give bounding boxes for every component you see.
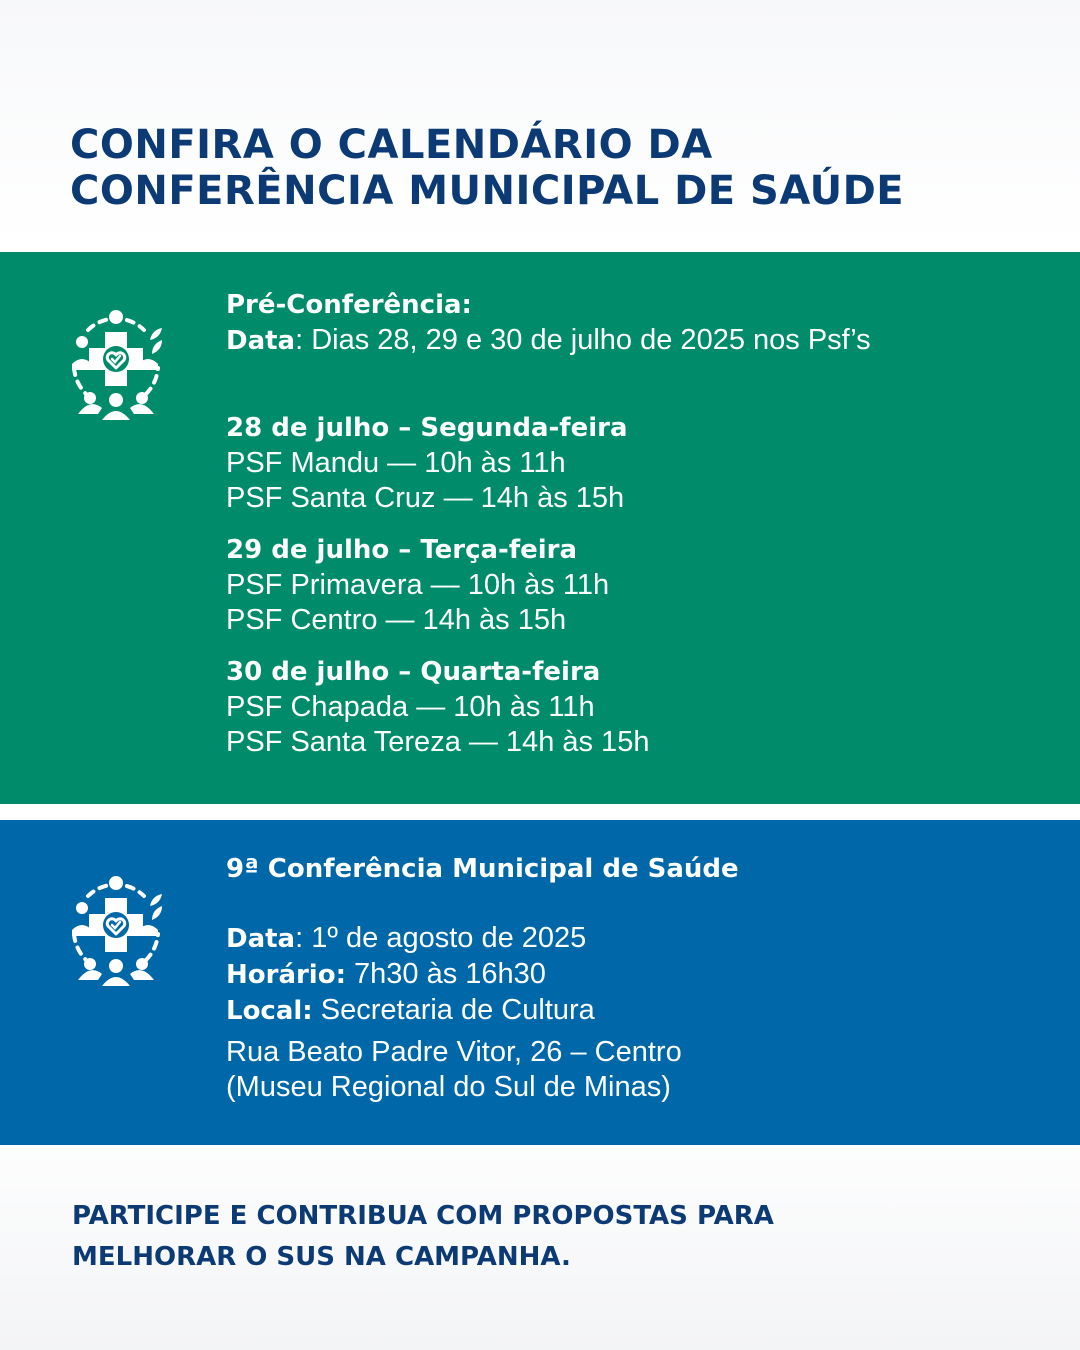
page-title-line-2: CONFERÊNCIA MUNICIPAL DE SAÚDE <box>70 168 905 214</box>
pre-conference-date-value: : Dias 28, 29 e 30 de julho de 2025 nos Psf’s <box>295 324 871 356</box>
session-item: PSF Chapada — 10h às 11h <box>226 691 595 723</box>
conference-place-label: Local: <box>226 996 313 1026</box>
conference-time-label: Horário: <box>226 960 346 990</box>
conference-address-line-2: (Museu Regional do Sul de Minas) <box>226 1071 671 1103</box>
session-item: PSF Mandu — 10h às 11h <box>226 447 566 479</box>
pre-conference-section <box>0 252 1080 804</box>
conference-place-value: Secretaria de Cultura <box>312 994 595 1026</box>
session-item: PSF Santa Cruz — 14h às 15h <box>226 482 625 514</box>
community-health-icon <box>68 872 164 988</box>
conference-date-value: : 1º de agosto de 2025 <box>295 922 587 954</box>
call-to-action <box>72 1196 1012 1278</box>
conference-details <box>226 921 1040 1105</box>
session-item: PSF Primavera — 10h às 11h <box>226 569 610 601</box>
page-title <box>70 122 1030 214</box>
session-item: PSF Centro — 14h às 15h <box>226 604 567 636</box>
page-title-line-1: CONFIRA O CALENDÁRIO DA <box>70 122 713 168</box>
community-health-icon <box>68 306 164 422</box>
pre-conference-date-label: Data <box>226 326 296 356</box>
conference-address-line-1: Rua Beato Padre Vitor, 26 – Centro <box>226 1036 682 1068</box>
conference-content <box>226 852 1040 1105</box>
day-title: 29 de julho – Terça-feira <box>226 535 578 565</box>
conference-time-value: 7h30 às 16h30 <box>345 958 546 990</box>
conference-section <box>0 820 1080 1145</box>
pre-conference-date <box>226 323 1040 359</box>
conference-place <box>226 993 1040 1029</box>
day-block <box>226 655 1040 760</box>
pre-conference-title: Pré-Conferência: <box>226 290 472 320</box>
call-to-action-line-2: MELHORAR O SUS NA CAMPANHA. <box>72 1242 571 1272</box>
day-block <box>226 533 1040 638</box>
day-title: 28 de julho – Segunda-feira <box>226 413 628 443</box>
pre-conference-content <box>226 288 1040 760</box>
call-to-action-line-1: PARTICIPE E CONTRIBUA COM PROPOSTAS PARA <box>72 1201 774 1231</box>
session-item: PSF Santa Tereza — 14h às 15h <box>226 726 650 758</box>
conference-title: 9ª Conferência Municipal de Saúde <box>226 854 739 884</box>
day-block <box>226 411 1040 516</box>
day-title: 30 de julho – Quarta-feira <box>226 657 601 687</box>
conference-date <box>226 921 1040 957</box>
conference-date-label: Data <box>226 924 296 954</box>
conference-time <box>226 957 1040 993</box>
